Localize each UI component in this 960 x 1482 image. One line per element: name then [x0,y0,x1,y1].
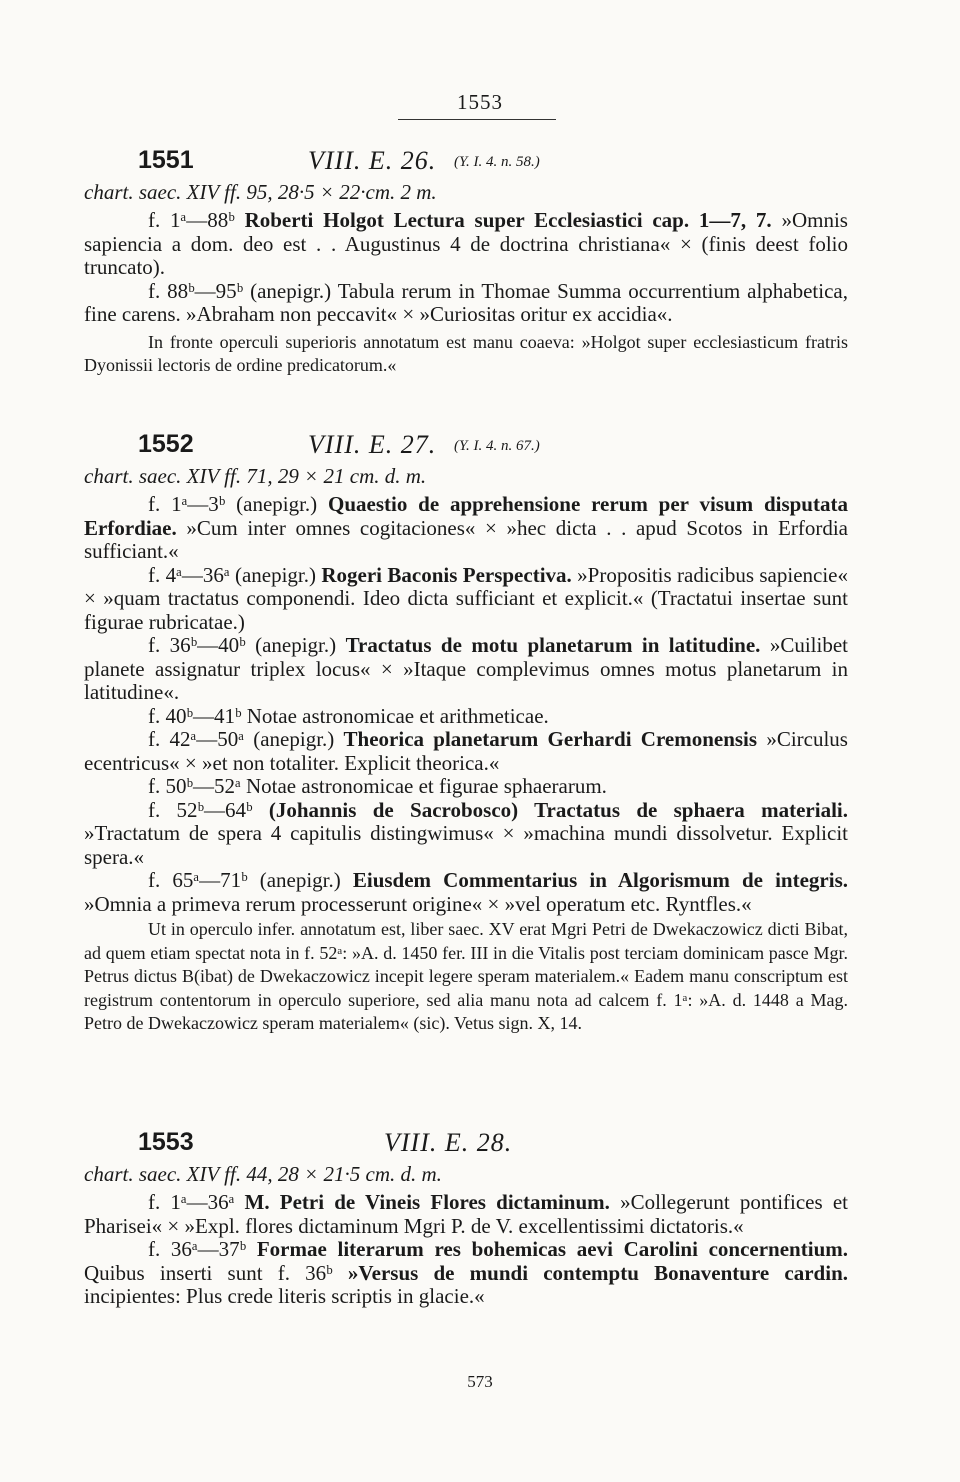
content-item: f. 50ᵇ—52ᵃ Notae astronomicae et figurae sphaerarum. [148,774,607,798]
content-item: f. 1ᵃ—3ᵇ (anepigr.) Quaestio de apprehensione rerum per visum disputata Erfordiae. »Cum inter omnes cogitaciones« × »hec dicta . . apud Scotos in Erfordia sufficiant.« [84,492,848,563]
entry-heading [84,146,848,180]
content-item: f. 65ᵃ—71ᵇ (anepigr.) Eiusdem Commentarius in Algorismum de integris. »Omnia a primeva rerum processerunt origine« × »vel operatum etc. Ryntfles.« [84,868,848,916]
content-item: f. 4ᵃ—36ᵃ (anepigr.) Rogeri Baconis Perspectiva. »Propositis radicibus sapiencie« × »quam tractatus componendi. Ideo dicta sufficiant et explicit.« (Tractatui insertae sunt figurae rubricatae.) [84,562,848,634]
shelf-signature: VIII. E. 27. [308,430,437,459]
content-item: f. 1ᵃ—88ᵇ Roberti Holgot Lectura super Ecclesiastici cap. 1—7, 7. »Omnis sapiencia a dom. deo est . . Augustinus 4 de doctrina christiana« × (finis deest folio truncato). [84,208,848,279]
content-item: f. 52ᵇ—64ᵇ (Johannis de Sacrobosco) Tractatus de sphaera materiali. »Tractatum de spera 4 capitulis distingwimus« × »machina mundi dissolvetur. Explicit spera.« [84,797,848,869]
annotation-note: In fronte operculi superioris annotatum est manu coaeva: »Holgot super ecclesiasticum fratris Dyonissii lectoris de ordine predicatorum.« [84,331,848,376]
codex-description: chart. saec. XIV ff. 95, 28·5 × 22·cm. 2 m. [84,180,437,204]
shelf-signature: VIII. E. 26. [308,146,437,175]
old-reference: (Y. I. 4. n. 67.) [454,438,540,454]
contents [84,493,848,916]
contents [84,209,848,327]
content-item: f. 40ᵇ—41ᵇ Notae astronomicae et arithmeticae. [148,703,549,728]
content-item: f. 88ᵇ—95ᵇ (anepigr.) Tabula rerum in Thomae Summa occurrentium alphabetica, fine carens. »Abraham non peccavit« × »Curiositas oritur ex accidia«. [84,278,848,326]
shelf-signature: VIII. E. 28. [384,1128,513,1157]
entry-heading [84,1128,848,1162]
content-item: f. 36ᵃ—37ᵇ Formae literarum res bohemicas aevi Carolini concernentium. Quibus inserti sunt f. 36ᵇ »Versus de mundi contemptu Bonaventure cardin. incipientes: Plus crede literis scriptis in glacie.« [84,1237,848,1308]
entry-1551 [84,146,848,378]
page-number: 573 [467,1372,493,1391]
codex-description: chart. saec. XIV ff. 44, 28 × 21·5 cm. d. m. [84,1162,442,1186]
entry-number: 1551 [138,146,194,174]
annotation-note: Ut in operculo infer. annotatum est, liber saec. XV erat Mgri Petri de Dwekaczowicz dicti Bibat, ad quem etiam spectat nota in f. 52ᵃ: »A. d. 1450 fer. III in die Vitalis post terciam dominicam pasce Mgr. Petrus dictus B(ibat) de Dwekaczowicz incepit legere speram materialem.« Eadem manu conscriptum est registrum contentorum in operculo superiore, sed alia manu nota ad calcem f. 1ᵃ: »A. d. 1448 a Mag. Petro de Dwekaczowicz speram materialem« (sic). Vetus sign. X, 14. [84,919,848,1034]
entry-1552 [84,430,848,1036]
contents [84,1191,848,1309]
header-rule [398,119,556,120]
content-item: f. 36ᵇ—40ᵇ (anepigr.) Tractatus de motu planetarum in latitudine. »Cuilibet planete assignatur triplex locus« × »Itaque complevimus omnes motus planetarum in latitudine«. [84,633,848,704]
entry-number: 1552 [138,430,194,458]
running-head: 1553 [457,90,503,114]
content-item: f. 1ᵃ—36ᵃ M. Petri de Vineis Flores dictaminum. »Collegerunt pontifices et Pharisei« × »Expl. flores dictaminum Mgri P. de V. excellentissimi dictatoris.« [84,1190,848,1238]
content-item: f. 42ᵃ—50ᵃ (anepigr.) Theorica planetarum Gerhardi Cremonensis »Circulus ecentricus« × »et non totaliter. Explicit theorica.« [84,727,848,775]
codex-description: chart. saec. XIV ff. 71, 29 × 21 cm. d. m. [84,464,427,488]
old-reference: (Y. I. 4. n. 58.) [454,154,540,170]
entry-number: 1553 [138,1128,194,1156]
entry-1553 [84,1128,848,1309]
entry-heading [84,430,848,464]
